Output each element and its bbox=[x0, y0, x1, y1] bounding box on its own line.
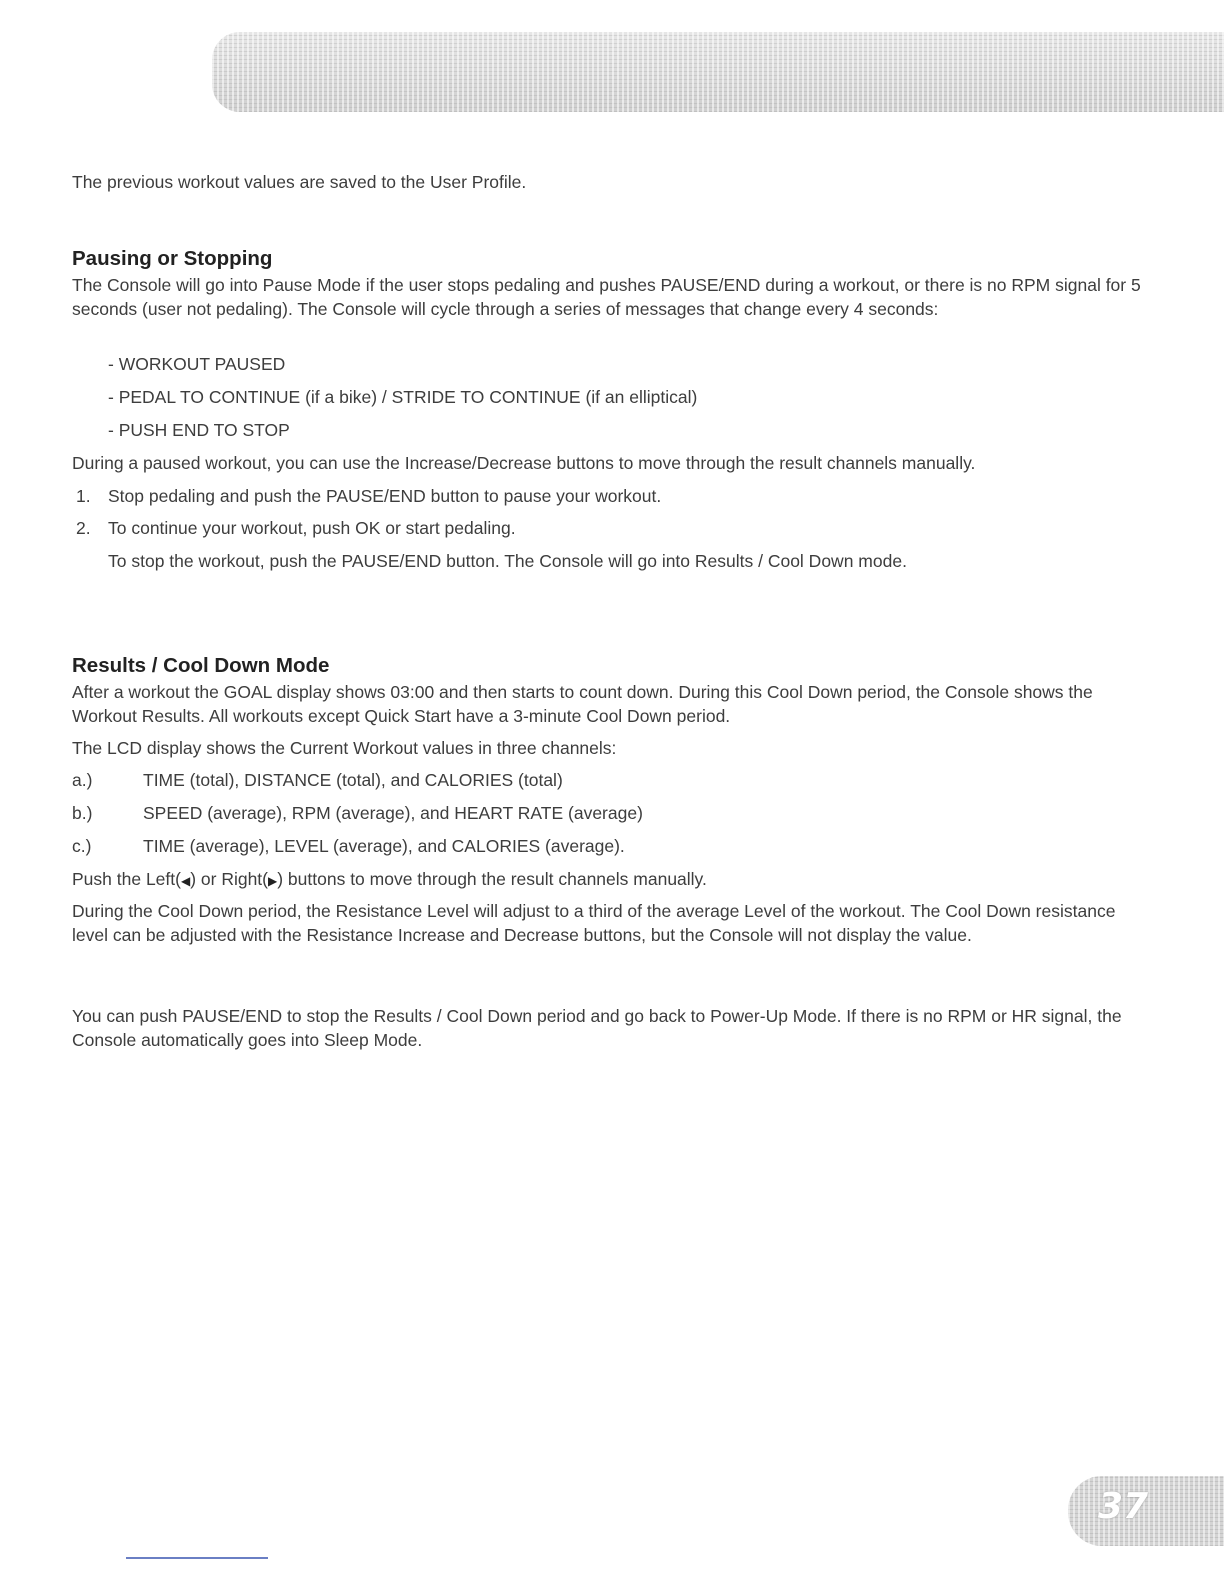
results-heading: Results / Cool Down Mode bbox=[72, 654, 330, 677]
step-number: 1. bbox=[76, 486, 91, 506]
push-note-part: ) or Right( bbox=[190, 869, 268, 889]
channel-label: a.) bbox=[72, 770, 93, 790]
cooldown-note: During the Cool Down period, the Resistance Level will adjust to a third of the average Level of the workout. The Cool Down resistance level can be adjusted with the Resistance Increase and Decrease buttons, but the Console will not display the value. bbox=[72, 901, 1116, 945]
channel-label: b.) bbox=[72, 803, 93, 823]
push-note-part: Push the Left( bbox=[72, 869, 181, 889]
channel-text: SPEED (average), RPM (average), and HEART RATE (average) bbox=[143, 803, 643, 823]
push-note-part: ) buttons to move through the result channels manually. bbox=[277, 869, 707, 889]
end-note: You can push PAUSE/END to stop the Results / Cool Down period and go back to Power-Up Mode. If there is no RPM or HR signal, the Console automatically goes into Sleep Mode. bbox=[72, 1006, 1122, 1050]
channel-text: TIME (average), LEVEL (average), and CALORIES (average). bbox=[143, 836, 625, 856]
push-buttons-note bbox=[72, 867, 1147, 893]
results-body: After a workout the GOAL display shows 03:00 and then starts to count down. During this Cool Down period, the Console shows the Workout Results. All workouts except Quick Start have a 3-minute Cool Down period. bbox=[72, 682, 1093, 726]
pause-message: - PEDAL TO CONTINUE (if a bike) / STRIDE TO CONTINUE (if an elliptical) bbox=[108, 387, 698, 407]
right-arrow-icon: ▶ bbox=[268, 874, 278, 888]
intro-text: The previous workout values are saved to the User Profile. bbox=[72, 172, 527, 192]
step-text: To continue your workout, push OK or start pedaling. bbox=[108, 518, 516, 538]
pausing-heading: Pausing or Stopping bbox=[72, 247, 273, 270]
header-band bbox=[212, 32, 1224, 112]
bottom-rule bbox=[126, 1557, 268, 1559]
pausing-body: The Console will go into Pause Mode if the user stops pedaling and pushes PAUSE/END during a workout, or there is no RPM signal for 5 seconds (user not pedaling). The Console will cycle through a series of messages that change every 4 seconds: bbox=[72, 275, 1141, 319]
pause-manual-note: During a paused workout, you can use the Increase/Decrease buttons to move through the result channels manually. bbox=[72, 453, 976, 473]
channel-text: TIME (total), DISTANCE (total), and CALORIES (total) bbox=[143, 770, 563, 790]
stop-note: To stop the workout, push the PAUSE/END button. The Console will go into Results / Cool Down mode. bbox=[108, 551, 907, 571]
left-arrow-icon: ◀ bbox=[180, 874, 191, 888]
page-number: 37 bbox=[1098, 1486, 1149, 1527]
step-text: Stop pedaling and push the PAUSE/END button to pause your workout. bbox=[108, 486, 662, 506]
lcd-note: The LCD display shows the Current Workout values in three channels: bbox=[72, 738, 617, 758]
step-number: 2. bbox=[76, 518, 91, 538]
pause-message: - WORKOUT PAUSED bbox=[108, 354, 286, 374]
channel-label: c.) bbox=[72, 836, 92, 856]
pause-message: - PUSH END TO STOP bbox=[108, 420, 290, 440]
